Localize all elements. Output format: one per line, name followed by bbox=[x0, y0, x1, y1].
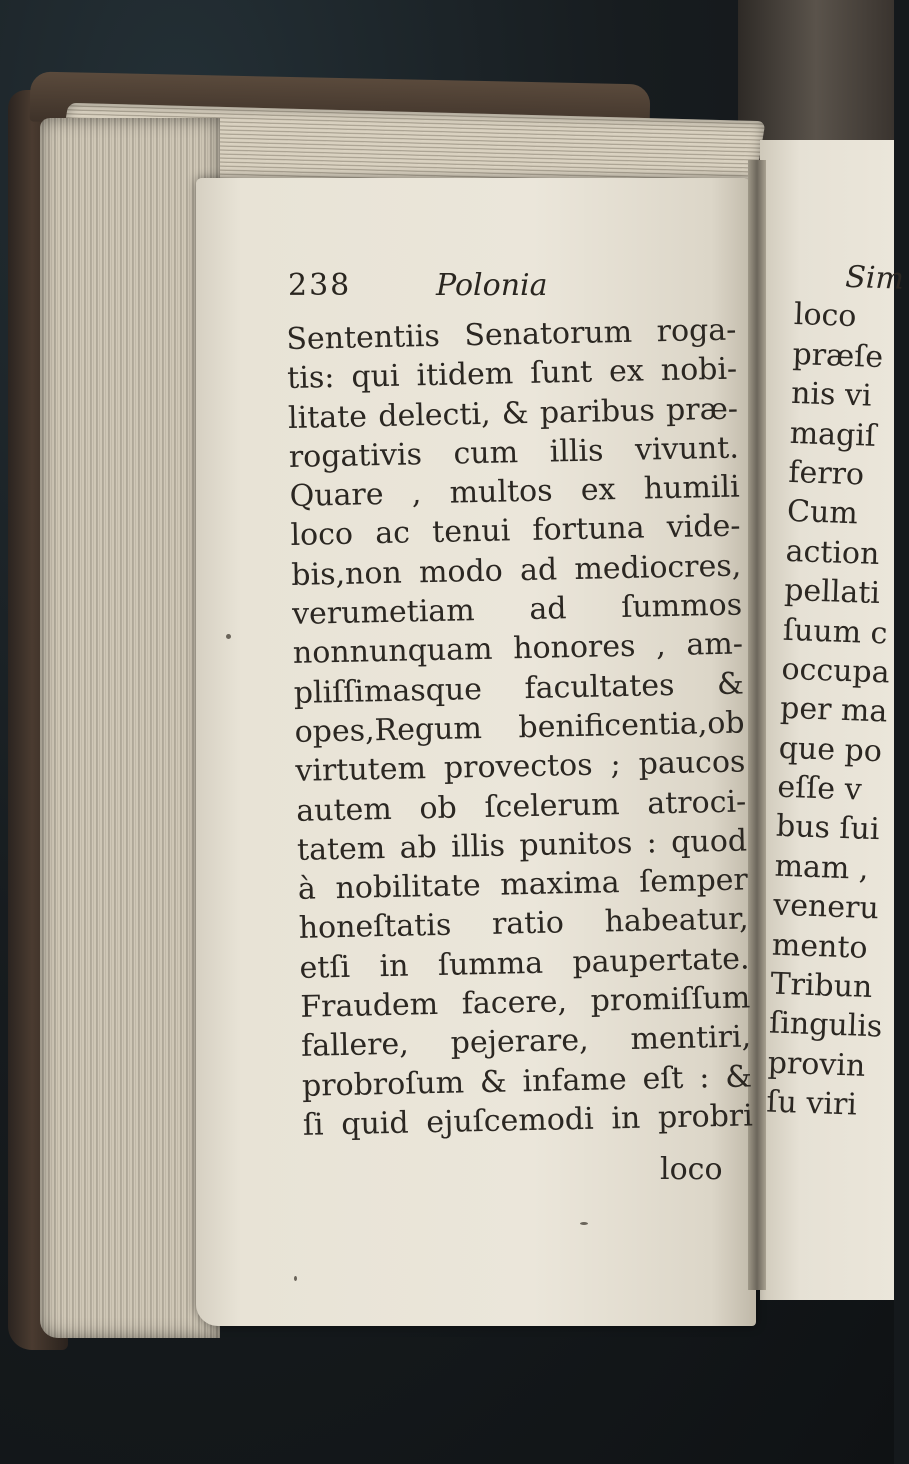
text-line: Cum bbox=[786, 494, 859, 532]
text-line: magiſ bbox=[789, 415, 877, 454]
text-line: mento bbox=[771, 927, 869, 966]
text-line: autem ob ſcelerum atroci- bbox=[295, 784, 747, 829]
text-line: Tribun bbox=[769, 966, 873, 1006]
text-line: nonnunquam honores , am- bbox=[292, 626, 744, 672]
text-line: nis vi bbox=[790, 376, 873, 414]
text-line: bis,non modo ad mediocres, bbox=[290, 548, 742, 593]
text-line: præſe bbox=[791, 336, 884, 375]
text-line: ſu viri bbox=[765, 1084, 858, 1123]
text-line: litate delecti, & paribus præ- bbox=[287, 391, 739, 436]
text-line: honeſtatis ratio habeatur, bbox=[298, 901, 750, 947]
text-line: à nobilitate maxima ſemper bbox=[297, 862, 749, 908]
text-line: eſſe v bbox=[776, 769, 863, 808]
text-line: bus ſui bbox=[775, 809, 881, 848]
text-line: pellati bbox=[783, 572, 881, 612]
text-line: action bbox=[785, 533, 880, 572]
running-head bbox=[288, 268, 728, 308]
text-line: ſingulis bbox=[768, 1005, 883, 1045]
ink-speck bbox=[580, 1222, 588, 1225]
text-line: loco ac tenui fortuna vide- bbox=[290, 509, 741, 554]
text-line: etſi in ſumma paupertate. bbox=[299, 941, 750, 986]
text-line: verumetiam ad ſummos bbox=[291, 587, 743, 633]
text-line: mam , bbox=[774, 848, 870, 887]
text-line: fallere, pejerare, mentiri, bbox=[300, 1019, 752, 1065]
ink-speck bbox=[294, 1276, 297, 1281]
text-line: tatem ab illis punitos : quod bbox=[296, 823, 748, 868]
page-edges-side bbox=[40, 118, 220, 1338]
text-line: Sententiis Senatorum roga- bbox=[286, 312, 737, 357]
text-line: veneru bbox=[772, 887, 880, 927]
text-line: Fraudem facere, promiſſum bbox=[300, 980, 751, 1025]
text-line: virtutem provectos ; paucos bbox=[295, 744, 746, 790]
text-line: tis: qui itidem ſunt ex nobi- bbox=[286, 351, 738, 397]
text-line: loco bbox=[793, 297, 858, 335]
text-line: que po bbox=[778, 730, 883, 769]
text-line: ferro bbox=[787, 454, 865, 493]
text-line: ſi quid ejuſcemodi in probri bbox=[302, 1098, 754, 1143]
right-running-head: Sim bbox=[844, 259, 905, 297]
text-line: per ma bbox=[779, 691, 888, 730]
running-title: Polonia bbox=[436, 268, 548, 303]
page-number: 238 bbox=[288, 268, 352, 303]
ink-speck bbox=[226, 634, 231, 639]
text-line: rogativis cum illis vivunt. bbox=[288, 430, 740, 475]
text-line: probroſum & infame eſt : & bbox=[301, 1059, 753, 1104]
text-line: provin bbox=[767, 1045, 866, 1084]
text-line: pliſſimasque facultates & bbox=[293, 666, 745, 711]
text-line: ſuum c bbox=[782, 612, 889, 651]
left-page-text bbox=[286, 311, 753, 1145]
catchword: loco bbox=[660, 1152, 723, 1187]
text-line: occupa bbox=[780, 651, 891, 691]
text-line: opes,Regum benificentia,ob bbox=[294, 705, 745, 750]
text-line: Quare , multos ex humili bbox=[289, 469, 740, 515]
